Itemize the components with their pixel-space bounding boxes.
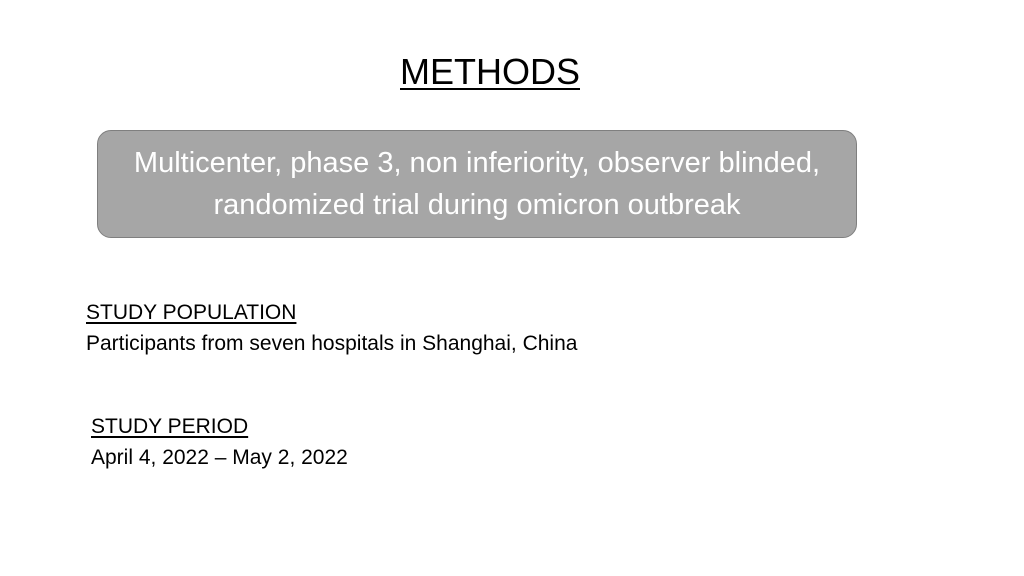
- study-population-heading: STUDY POPULATION: [86, 301, 297, 324]
- slide-title-text: METHODS: [400, 51, 580, 92]
- trial-design-box: [97, 130, 857, 238]
- study-period-text: April 4, 2022 – May 2, 2022: [91, 446, 348, 469]
- study-period-heading: STUDY PERIOD: [91, 415, 249, 438]
- trial-design-text: Multicenter, phase 3, non inferiority, observer blinded, randomized trial during omicron outbreak: [133, 147, 821, 221]
- study-population-section: [86, 297, 577, 359]
- slide-title: [0, 50, 980, 94]
- study-population-text: Participants from seven hospitals in Shanghai, China: [86, 332, 578, 355]
- study-period-section: [91, 411, 348, 473]
